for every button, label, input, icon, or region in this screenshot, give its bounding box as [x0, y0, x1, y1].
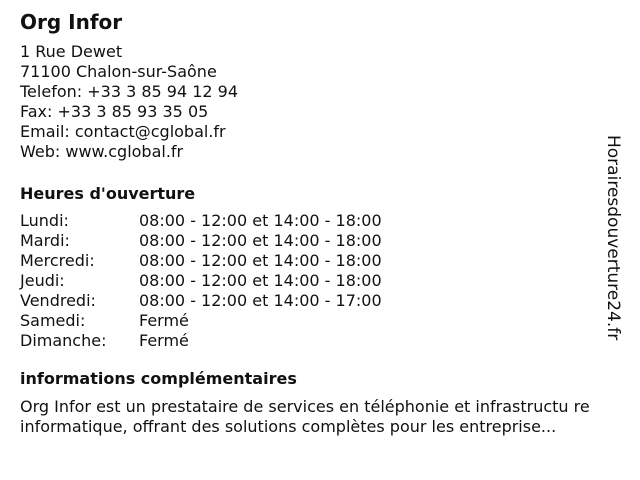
- hours-time-sunday: Fermé: [139, 331, 189, 350]
- hours-day-saturday: Samedi:: [20, 311, 86, 330]
- hours-time-wednesday: 08:00 - 12:00 et 14:00 - 18:00: [139, 251, 382, 270]
- business-card: [20, 10, 630, 437]
- hours-row-monday: [20, 211, 630, 231]
- hours-row-sunday: [20, 331, 630, 351]
- additional-info-text: Org Infor est un prestataire de services en téléphonie et infrastructu re informatique, offrant des solutions complètes pour les entreprise...: [20, 397, 590, 436]
- fax-number: Fax: +33 3 85 93 35 05: [20, 102, 209, 121]
- side-brand-watermark: Horairesdouverture24.fr: [603, 135, 623, 341]
- hours-day-sunday: Dimanche:: [20, 331, 107, 350]
- hours-time-saturday: Fermé: [139, 311, 189, 330]
- additional-info-title: informations complémentaires: [20, 369, 297, 388]
- hours-row-saturday: [20, 311, 630, 331]
- business-name: Org Infor: [20, 10, 123, 34]
- website-address: Web: www.cglobal.fr: [20, 142, 184, 161]
- email-address: Email: contact@cglobal.fr: [20, 122, 226, 141]
- address-line-1: 1 Rue Dewet: [20, 42, 123, 61]
- hours-day-wednesday: Mercredi:: [20, 251, 95, 270]
- hours-row-friday: [20, 291, 630, 311]
- address-line-2: 71100 Chalon-sur-Saône: [20, 62, 217, 81]
- hours-row-tuesday: [20, 231, 630, 251]
- hours-day-friday: Vendredi:: [20, 291, 96, 310]
- hours-time-monday: 08:00 - 12:00 et 14:00 - 18:00: [139, 211, 382, 230]
- hours-row-thursday: [20, 271, 630, 291]
- opening-hours-title: Heures d'ouverture: [20, 184, 196, 203]
- hours-time-friday: 08:00 - 12:00 et 14:00 - 17:00: [139, 291, 382, 310]
- phone-number: Telefon: +33 3 85 94 12 94: [20, 82, 239, 101]
- hours-day-tuesday: Mardi:: [20, 231, 70, 250]
- hours-time-tuesday: 08:00 - 12:00 et 14:00 - 18:00: [139, 231, 382, 250]
- hours-day-monday: Lundi:: [20, 211, 69, 230]
- hours-row-wednesday: [20, 251, 630, 271]
- hours-day-thursday: Jeudi:: [20, 271, 65, 290]
- hours-time-thursday: 08:00 - 12:00 et 14:00 - 18:00: [139, 271, 382, 290]
